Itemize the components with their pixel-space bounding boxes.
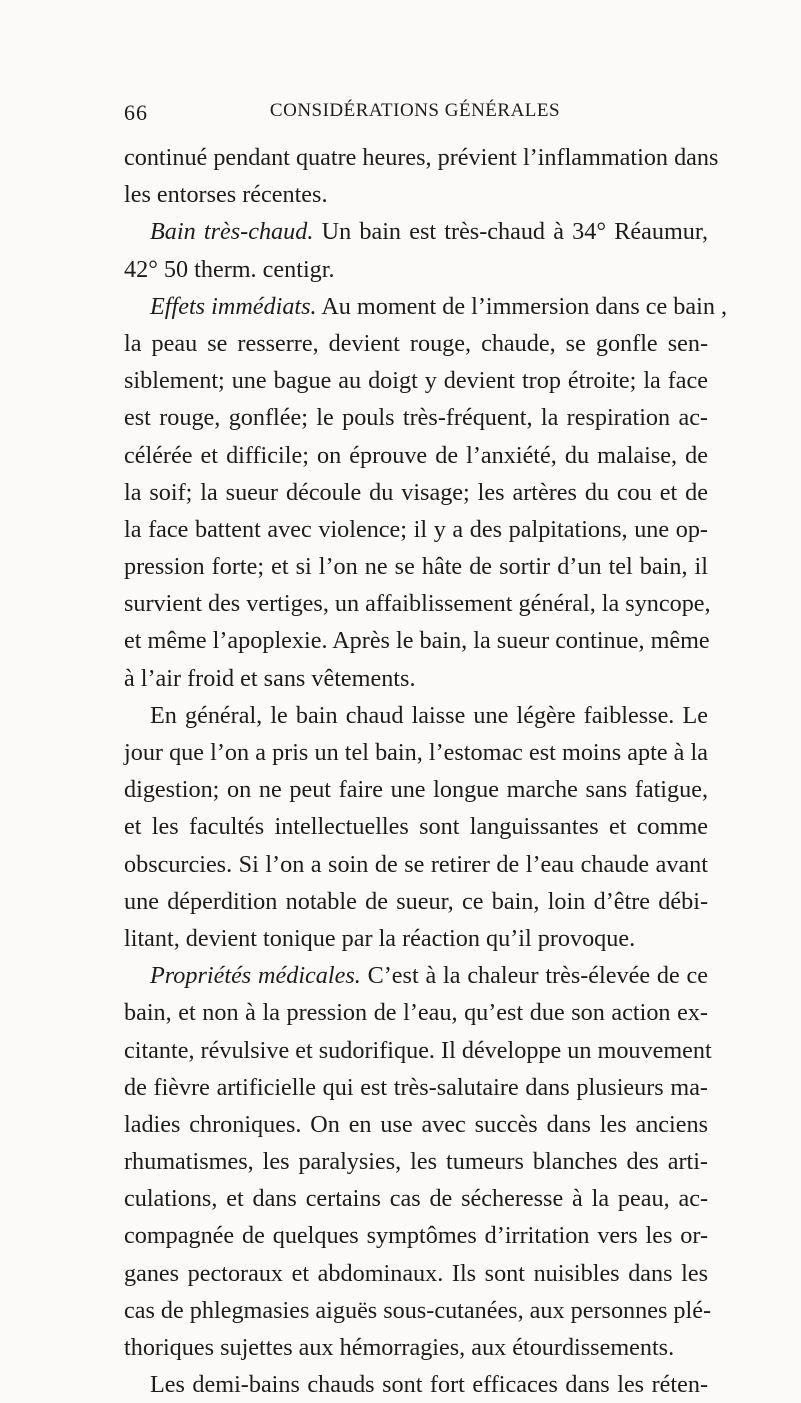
text-line: continué pendant quatre heures, prévient l’inflammation dans xyxy=(124,144,719,171)
running-title: CONSIDÉRATIONS GÉNÉRALES xyxy=(269,100,561,121)
text-line: siblement; une bague au doigt y devient trop étroite; la face xyxy=(124,367,708,395)
text-line: une déperdition notable de sueur, ce bain, loin d’être débi- xyxy=(124,887,708,915)
text-line: et même l’apoplexie. Après le bain, la sueur continue, même xyxy=(124,627,710,655)
page-number: 66 xyxy=(124,100,148,125)
text-line: la soif; la sueur découle du visage; les artères du cou et de xyxy=(124,478,708,506)
text-line: rhumatismes, les paralysies, les tumeurs blanches des arti- xyxy=(124,1148,708,1176)
text-line: jour que l’on a pris un tel bain, l’estomac est moins apte à la xyxy=(124,739,708,766)
text-line: culations, et dans certains cas de sécheresse à la peau, ac- xyxy=(124,1185,708,1213)
text-line: est rouge, gonflée; le pouls très-fréquent, la respiration ac- xyxy=(124,404,708,432)
text-line: En général, le bain chaud laisse une légère faiblesse. Le xyxy=(150,701,708,729)
text-line: litant, devient tonique par la réaction qu’il provoque. xyxy=(124,924,636,952)
text-line: cas de phlegmasies aiguës sous-cutanées, aux personnes plé- xyxy=(124,1296,712,1324)
text-line: de fièvre artificielle qui est très-salutaire dans plusieurs ma- xyxy=(124,1073,708,1101)
page-header xyxy=(124,100,706,130)
text-line: la face battent avec violence; il y a des palpitations, une op- xyxy=(124,515,708,543)
section-heading: Bain très-chaud. xyxy=(150,218,314,246)
body-text xyxy=(124,139,728,1403)
text-line: à l’air froid et sans vêtements. xyxy=(124,664,416,692)
text-line: digestion; on ne peut faire une longue marche sans fatigue, xyxy=(124,776,708,804)
text-line: compagnée de quelques symptômes d’irritation vers les or- xyxy=(124,1222,708,1250)
text-line: thoriques sujettes aux hémorragies, aux étourdissements. xyxy=(124,1334,675,1361)
section-heading: Propriétés médicales. xyxy=(150,962,361,990)
text-line: ladies chroniques. On en use avec succès dans les anciens xyxy=(124,1110,708,1138)
text-line: pression forte; et si l’on ne se hâte de sortir d’un tel bain, il xyxy=(124,553,708,581)
section-heading: Effets immédiats. xyxy=(150,292,317,320)
text-line: Propriétés médicales. C’est à la chaleur très-élevée de ce xyxy=(150,962,708,990)
text-line: bain, et non à la pression de l’eau, qu’est due son action ex- xyxy=(124,999,708,1027)
text-line: citante, révulsive et sudorifique. Il développe un mouvement xyxy=(124,1036,712,1064)
text-line: survient des vertiges, un affaiblissement général, la syncope, xyxy=(124,590,711,618)
text-line: la peau se resserre, devient rouge, chaude, se gonfle sen- xyxy=(124,329,708,357)
text-line: Bain très-chaud. Un bain est très-chaud à 34° Réaumur, xyxy=(150,218,708,246)
text-line: ganes pectoraux et abdominaux. Ils sont nuisibles dans les xyxy=(124,1259,708,1287)
text-line: les entorses récentes. xyxy=(124,181,328,209)
text-line: Effets immédiats. Au moment de l’immersion dans ce bain , xyxy=(150,292,728,320)
text-line: Les demi-bains chauds sont fort efficaces dans les réten- xyxy=(150,1371,708,1399)
text-line: célérée et difficile; on éprouve de l’anxiété, du malaise, de xyxy=(124,441,708,469)
text-line: obscurcies. Si l’on a soin de se retirer de l’eau chaude avant xyxy=(124,850,708,878)
text-line: 42° 50 therm. centigr. xyxy=(124,255,335,283)
text-line: et les facultés intellectuelles sont languissantes et comme xyxy=(124,813,708,841)
